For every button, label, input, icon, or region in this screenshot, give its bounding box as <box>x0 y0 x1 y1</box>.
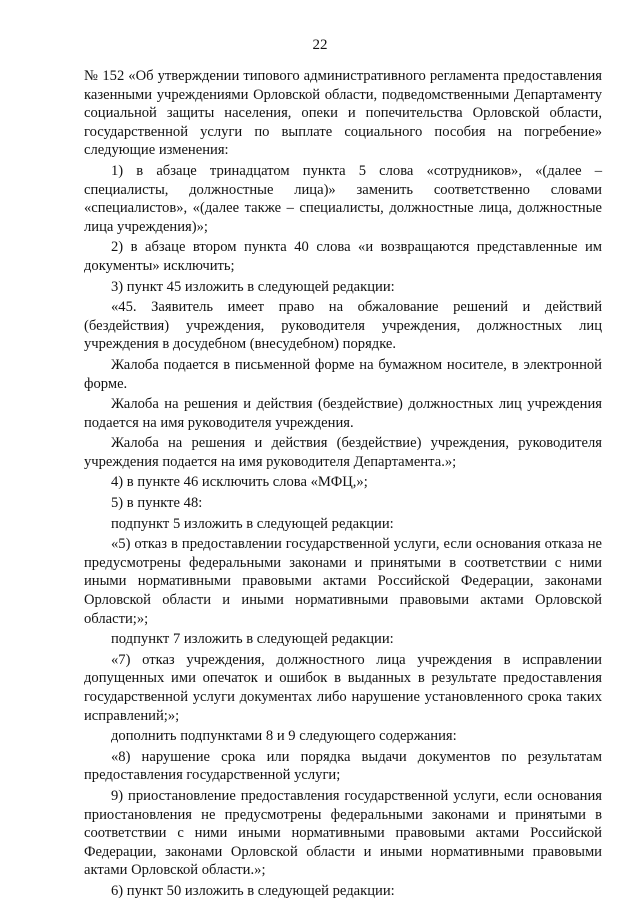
paragraph-item-2: 2) в абзаце втором пункта 40 слова «и возвращаются представленные им документы» исключить; <box>84 239 602 274</box>
document-body <box>84 67 602 901</box>
paragraph-complaint-institution: Жалоба на решения и действия (бездействие) учреждения, руководителя учреждения подается на имя руководителя Департамента.»; <box>84 435 602 470</box>
paragraph-item-4: 4) в пункте 46 исключить слова «МФЦ,»; <box>111 474 368 491</box>
page-number: 22 <box>312 37 328 53</box>
paragraph-item-3: 3) пункт 45 изложить в следующей редакции: <box>111 278 395 295</box>
paragraph-intro: № 152 «Об утверждении типового административного регламента предоставления казенными учреждениями Орловской области, подведомственными Департаменту социальной защиты населения, опеки и попечительства Орловской области, государственной услуги по выплате социального пособия на погребение» следующие изменения: <box>84 68 602 159</box>
paragraph-item-6: 6) пункт 50 изложить в следующей редакции: <box>111 882 395 899</box>
paragraph-subclause-7: «7) отказ учреждения, должностного лица учреждения в исправлении допущенных ими опечаток и ошибок в выданных в результате предоставления государственной услуги документах либо нарушение установленного срока таких исправлений;»; <box>84 651 602 724</box>
paragraph-subclause-9: 9) приостановление предоставления государственной услуги, если основания приостановления не предусмотрены федеральными законами и принятыми в соответствии с ними иными нормативными правовыми актами Российской Федерации, законами Орловской области и иными нормативными правовыми актами Орловской области.»; <box>84 787 602 879</box>
paragraph-subclause-5: «5) отказ в предоставлении государственной услуги, если основания отказа не предусмотрены федеральными законами и принятыми в соответствии с ними иными нормативными правовыми актами Российской Федерации, законами Орловской области и иными нормативными правовыми актами Орловской области;»; <box>84 536 602 627</box>
paragraph-item-5: 5) в пункте 48: <box>111 495 203 512</box>
paragraph-complaint-officials: Жалоба на решения и действия (бездействие) должностных лиц учреждения подается на имя руководителя учреждения. <box>84 396 602 431</box>
paragraph-subclause-5-intro: подпункт 5 изложить в следующей редакции: <box>111 515 394 532</box>
paragraph-item-1: 1) в абзаце тринадцатом пункта 5 слова «сотрудников», «(далее – специалисты, должностные лица)» заменить соответственно словами «специалистов», «(далее также – специалисты, должностные лица, должностные лица учреждения)»; <box>84 162 602 235</box>
paragraph-subclause-8: «8) нарушение срока или порядка выдачи документов по результатам предоставления государственной услуги; <box>84 748 602 784</box>
paragraph-complaint-form: Жалоба подается в письменной форме на бумажном носителе, в электронной форме. <box>84 356 602 392</box>
paragraph-clause-45: «45. Заявитель имеет право на обжалование решений и действий (бездействия) учреждения, руководителя учреждения, должностных лиц учреждения в досудебном (внесудебном) порядке. <box>84 299 602 353</box>
paragraph-add-subclauses: дополнить подпунктами 8 и 9 следующего содержания: <box>111 728 457 745</box>
paragraph-subclause-7-intro: подпункт 7 изложить в следующей редакции: <box>111 631 394 648</box>
